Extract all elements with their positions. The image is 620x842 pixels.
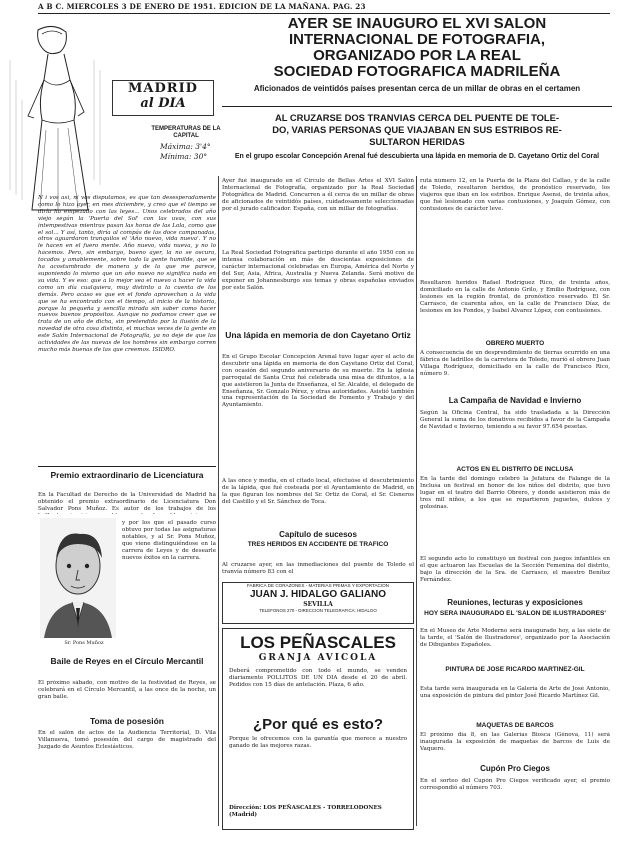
second-headline-line3: SULTARON HERIDAS [369, 136, 465, 147]
ad-hidalgo-city: SEVILLA [303, 601, 333, 608]
temperature-title: TEMPERATURAS DE LA CAPITAL [151, 126, 221, 139]
maquetas-title: MAQUETAS DE BARCOS [476, 722, 554, 729]
fashion-illustration [8, 20, 108, 220]
reuniones-text: En el Museo de Arte Moderno será inaugurado hoy, a las siete de la tarde, el 'Salón de Ilustradores', organizado por la Asociación de Dibujantes Españoles. [420, 628, 610, 648]
right-paragraph-3: El segundo acto lo constituyó un festival con juegos infantiles en el que actuaron las Escuelas de la Sección Femenina del distrito, bajo la dirección de la Sra. de Carrasco, el maestro Benítez Fernández. [420, 556, 610, 583]
premio-text-continued: y por los que el pasado curso obtuvo por todas las asignaturas notables, y al Sr. Pons Muñoz, que viene distinguiéndose en la carrera de Leyes y de desearle nuevos éxitos en la carrera. [122, 520, 216, 561]
header-rule [38, 13, 610, 14]
sucesos-title: Capítulo de sucesos [279, 530, 357, 539]
reuniones-deck: HOY SERA INAUGURADO EL 'SALON DE ILUSTRADORES' [424, 610, 606, 617]
second-headline-rule [222, 106, 612, 107]
toma-text: En el salón de actos de la Audiencia Territorial, D. Vila Villanueva, tomó posesión del cargo de magistrado del Juzgado de Asuntos Eclesiásticos. [38, 730, 216, 750]
right-paragraph-2: Resultaron heridos Rafael Rodríguez Rico, de treinta años, domiciliado en la calle de Antonio Grilo, y Emilio Rodríguez, con lesiones en la región frontal, de pronóstico reservado. El Sr. Carrasco, de cuarenta años, en la calle de Francisco Díaz, de lesiones en los Fondos, y Isabel Alvarez López, con contusiones. [420, 280, 610, 314]
ad-hidalgo-name: JUAN J. HIDALGO GALIANO [249, 589, 387, 600]
temperature-min: Mínima: 30° [160, 152, 208, 161]
headline-line1: AYER SE INAUGURO EL XVI SALON [287, 15, 547, 32]
ad-penascales [222, 628, 414, 830]
section-title-line1: MADRID [128, 81, 198, 96]
portrait-photo [40, 518, 116, 638]
second-headline-line1: AL CRUZARSE DOS TRANVIAS CERCA DEL PUENTE DE TOLE- [274, 112, 560, 123]
lapida-text: En el Grupo Escolar Concepción Arenal tuvo lugar ayer el acto de descubrir una lápida en memoria de don Cayetano Ortiz del Coral, con ocasión del segundo aniversario de su muerte. En la iglesia parroquial de Santa Cruz fué celebrada una misa de difuntos, a la que asistieron la Junta de Enseñanza, el Sr. Alcalde, el delegado de Enseñanza, Sr. Gonzalo Pérez, y otras autoridades. Asistió también una representación de la Sociedad de Fomento y Trabajo y del Ayuntamiento. [222, 354, 414, 409]
headline-line3: ORGANIZADO POR LA REAL [313, 47, 521, 64]
premio-text: En la Facultad de Derecho de la Universidad de Madrid ha obtenido el premio extraordinario de Licenciatura Don Salvador Pons Muñoz. Es autor de los trabajos de los [38, 492, 216, 512]
second-headline-deck: En el grupo escolar Concepción Arenal fué descubierta una lápida en memoria de D. Cayetano Ortiz del Coral [234, 153, 600, 160]
premio-intro [38, 492, 216, 514]
pintura-text: Esta tarde será inaugurada en la Galería de Arte de José Antonio, una exposición de pintura del pintor José Ricardo Martínez Gil. [420, 686, 610, 699]
section-title-line2: al DIA [140, 96, 186, 111]
center-paragraph-2: La Real Sociedad Fotográfica participó durante el año 1950 con su intensa colaboración en más de doscientas exposiciones de carácter internacional celebradas en Europa, América del Norte y del Sur, Asia, Africa, Australia y Nueva Zelanda. Será motivo de exponer en Johannesburgo sus temas y obras españolas enviados por este Salón. [222, 250, 414, 291]
temperature-max: Máxima: 3'4° [160, 142, 211, 151]
baile-text: El próximo sábado, con motivo de la festividad de Reyes, se celebrará en el Círculo Mercantil, a las once de la noche, un gran baile. [38, 680, 216, 700]
headline-line2: INTERNACIONAL DE FOTOGRAFIA, [288, 31, 546, 48]
baile-title: Baile de Reyes en el Círculo Mercantil [50, 656, 204, 666]
column-rule-right [416, 176, 417, 826]
reuniones-title: Reuniones, lecturas y exposiciones [447, 598, 583, 607]
ad-why-text: Porque le ofrecemos con la garantía que merece a nuestro ganado de las mejores razas. [229, 736, 407, 749]
lapida-title: Una lápida en memoria de don Cayetano Ortiz [225, 330, 411, 340]
maquetas-text: El próximo día 8, en las Galerías Biosca (Génova, 11) será inaugurada la exposición de maquetas de barcos de Luis de Vaquero. [420, 732, 610, 752]
madrid-column-text: N i vos así, ni vos disputamos, es que tan desesperadamente como lo hizo ayer, en mes diciembre, y creo que el tiempo se diría ha empezado con las leyes... Unos celebrados del año viejo según la 'Puerta del Sol' con las uvas, con sus intempestivas mientras pasan las horas de las Lola, como que el sol... Y así, tanto, diría al compás de las doce campanadas, otros aguardaron tranquilos el 'Año nuevo, vida nueva'. Y no le hacen en el fuero mente. Año nuevo, vida nueva, y no lo hacemos. Pero, sin embargo, bueno ayer, la no se oscura, tocados y amablemente, sobre todo la gente humilde, que se ha acostumbrado de manera y de la que me parece, suponiendo lo mismo que un año nuevo no significa nada en su vida. Y es eso: que a lo mejor sea el nuevo a hacer la vida como un día cualquiera, muy distinto a la cuenta de los demás. Pero acaso es que en el fondo aprovechan a la vida que se ha encontrado con el tiempo, al inicio de la historia, porque la pequeña y sencilla mirada sin saber como hacer nuevos buenos propósitos. Aunque no podamos creer que se trata de un año de dicha, sin pretendido por la ilusión de la novedad de otra cosa distinta, el muchas veces de la gente en este Salón Internacional de Fotografía, ya no deje de que las actividades de las nuevas de los hombres sin embargo corren mucho más buenas de las que creemos. ISIDRO. [38, 195, 216, 353]
actos-text: En la tarde del domingo celebró la Jefatura de Falange de la Inclusa un festival en honor de los niños del distrito, que tuvo lugar en el teatro del Barrio Obrero, y donde asistieron más de tres mil niños, a los que se repartieron juguetes, dulces y golosinas. [420, 476, 610, 510]
ad-penascales-name: LOS PEÑASCALES [240, 633, 396, 652]
headline-deck: Aficionados de veintidós países presentan cerca de un millar de obras en el certamen [253, 84, 581, 93]
sucesos-text: Al cruzarse ayer, en las inmediaciones del puente de Toledo el tranvía número 83 con el [222, 562, 414, 575]
column-rule-center [218, 176, 219, 826]
obrero-title: OBRERO MUERTO [485, 340, 545, 347]
page-header: A B C. MIERCOLES 3 DE ENERO DE 1951. EDICION DE LA MAÑANA. PAG. 23 [38, 2, 366, 11]
pintura-title: PINTURA DE JOSE RICARDO MARTINEZ-GIL [445, 666, 585, 673]
left-divider [38, 466, 216, 467]
ad-penascales-sub: GRANJA AVICOLA [258, 653, 378, 663]
toma-title: Toma de posesión [90, 716, 164, 726]
ad-hidalgo-top: FABRICA DE CORAZONES - MATERIAS PRIMAS Y EXPORTACION [246, 583, 389, 588]
ad-penascales-footer: Dirección: LOS PEÑASCALES - TORRELODONES (Madrid) [229, 805, 382, 818]
ad-hidalgo-detail: TELEFONOS 270 - DIRECCION TELEGRAFICA: HIDALGO [259, 608, 377, 613]
sucesos-deck: TRES HERIDOS EN ACCIDENTE DE TRAFICO [247, 541, 389, 548]
campana-text: Según la Oficina Central, ha sido trasladada a la Dirección General la suma de los donativos recibidos a favor de la Campaña de Navidad e Invierno, teniendo a su favor 97.654 pesetas. [420, 410, 610, 430]
campana-title: La Campaña de Navidad e Invierno [448, 396, 582, 405]
actos-title: ACTOS EN EL DISTRITO DE INCLUSA [456, 466, 574, 473]
obrero-text: A consecuencia de un desprendimiento de tierras ocurrido en una fábrica de ladrillos de la carretera de Toledo, murió el obrero Juan Villaga Rodríguez, domiciliado en la calle de Francisco Rico, número 9. [420, 350, 610, 377]
portrait-caption: Sr. Pons Muñoz [64, 640, 104, 646]
cupon-title: Cupón Pro Ciegos [480, 764, 550, 773]
cupon-text: En el sorteo del Cupón Pro Ciegos verificado ayer, el premio correspondió al número 703. [420, 778, 610, 791]
ad-hidalgo [222, 582, 414, 624]
headline-line4: SOCIEDAD FOTOGRAFICA MADRILEÑA [273, 63, 561, 80]
ad-why-title: ¿Por qué es esto? [252, 716, 384, 733]
right-paragraph-top: ruta número 12, en la Puerta de la Plaza del Callao, y de la calle de Toledo, resultaron heridos, de pronóstico reservado, los viajeros que iban en los estribos. Enrique Asensi, de treinta años, que fué lesionado con varias contusiones, y Joaquín Gómez, con contusiones de carácter leve. [420, 178, 610, 212]
lapida-text-2: A las once y media, en el citado local, efectuóse el descubrimiento de la lápida, que fué costeada por el Ayuntamiento de Madrid, en la que figuran los nombres del Sr. Ortiz de Coral, el Sr. Cisneros del Castillo y el Sr. Sánchez de Toca. [222, 478, 414, 505]
second-headline-line2: DO, VARIAS PERSONAS QUE VIAJABAN EN SUS ESTRIBOS RE- [272, 124, 562, 135]
ad-penascales-text: Deberá comprometido con todo el mundo, se venden diariamente POLLITOS DE UN DIA desde el 20 de abril. Pedidos con 15 días de antelación. Plaza, 6 año. [229, 668, 407, 688]
section-title-box [112, 80, 214, 116]
center-paragraph-1: Ayer fué inaugurado en el Círculo de Bellas Artes el XVI Salón Internacional de Fotografía, organizado por la Real Sociedad Fotográfica de Madrid. Concurren a él cerca de un millar de obras de aficionados de veintidós países, cuidadosamente seleccionadas por el jurado calificador. España, con un millar de fotografías. [222, 178, 414, 212]
premio-title: Premio extraordinario de Licenciatura [50, 470, 204, 480]
